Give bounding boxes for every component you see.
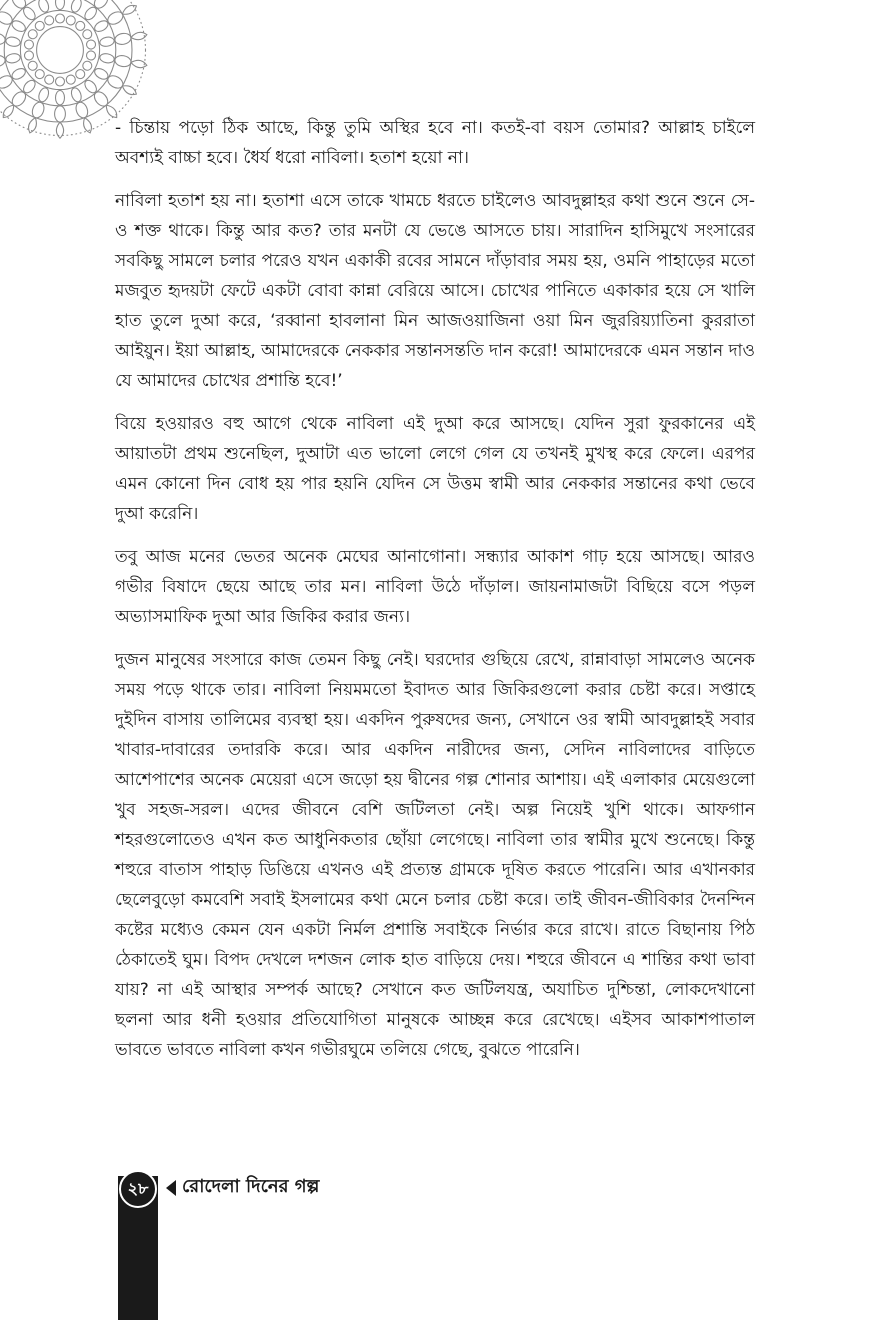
paragraph-1: - চিন্তায় পড়ো ঠিক আছে, কিন্তু তুমি অস্থির হবে না। কতই-বা বয়স তোমার? আল্লাহ চাইলে অবশ্যই বাচ্চা হবে। ধৈর্য ধরো নাবিলা। হতাশ হয়ো না।	[115, 118, 755, 168]
page-number: ২৮	[119, 1170, 157, 1208]
book-title: রোদেলা দিনের গল্প	[182, 1176, 320, 1197]
paragraph-2: নাবিলা হতাশ হয় না। হতাশা এসে তাকে খামচে ধরতে চাইলেও আবদুল্লাহর কথা শুনে শুনে সে-ও শক্ত থাকে। কিন্তু আর কত? তার মনটা যে ভেঙে আসতে চায়। সারাদিন হাসিমুখে সংসারের সবকিছু সামলে চলার পরেও যখন একাকী রবের সামনে দাঁড়াবার সময় হয়, ওমনি পাহাড়ের মতো মজবুত হৃদয়টা ফেটে একটা বোবা কান্না বেরিয়ে আসে। চোখের পানিতে একাকার হয়ে সে খালি হাত তুলে দুআ করে, ‘রব্বানা হাবলানা মিন আজওয়াজিনা ওয়া মিন জুররিয়্যাতিনা কুররাতা আইয়ুন। ইয়া আল্লাহ, আমাদেরকে নেককার সন্তানসন্ততি দান করো! আমাদেরকে এমন সন্তান দাও যে আমাদের চোখের প্রশান্তি হবে!’	[115, 191, 755, 391]
triangle-marker-icon	[166, 1180, 176, 1196]
paragraph-3: বিয়ে হওয়ারও বহু আগে থেকে নাবিলা এই দুআ করে আসছে। যেদিন সুরা ফুরকানের এই আয়াতটা প্রথম শুনেছিল, দুআটা এত ভালো লেগে গেল যে তখনই মুখস্থ করে ফেলে। এরপর এমন কোনো দিন বোধ হয় পার হয়নি যেদিন সে উত্তম স্বামী আর নেককার সন্তানের কথা ভেবে দুআ করেনি।	[115, 414, 755, 524]
body-text	[115, 113, 755, 1078]
paragraph-4: তবু আজ মনের ভেতর অনেক মেঘের আনাগোনা। সন্ধ্যার আকাশ গাঢ় হয়ে আসছে। আরও গভীর বিষাদে ছেয়ে আছে তার মন। নাবিলা উঠে দাঁড়াল। জায়নামাজটা বিছিয়ে বসে পড়ল অভ্যাসমাফিক দুআ আর জিকির করার জন্য।	[115, 547, 755, 627]
paragraph-5: দুজন মানুষের সংসারে কাজ তেমন কিছু নেই। ঘরদোর গুছিয়ে রেখে, রান্নাবাড়া সামলেও অনেক সময় পড়ে থাকে তার। নাবিলা নিয়মমতো ইবাদত আর জিকিরগুলো করার চেষ্টা করে। সপ্তাহে দুইদিন বাসায় তালিমের ব্যবস্থা হয়। একদিন পুরুষদের জন্য, সেখানে ওর স্বামী আবদুল্লাহই সবার খাবার-দাবারের তদারকি করে। আর একদিন নারীদের জন্য, সেদিন নাবিলাদের বাড়িতে আশেপাশের অনেক মেয়েরা এসে জড়ো হয় দ্বীনের গল্প শোনার আশায়। এই এলাকার মেয়েগুলো খুব সহজ-সরল। এদের জীবনে বেশি জটিলতা নেই। অল্প নিয়েই খুশি থাকে। আফগান শহরগুলোতেও এখন কত আধুনিকতার ছোঁয়া লেগেছে। নাবিলা তার স্বামীর মুখে শুনেছে। কিন্তু শহুরে বাতাস পাহাড় ডিঙিয়ে এখনও এই প্রত্যন্ত গ্রামকে দূষিত করতে পারেনি। আর এখানকার ছেলেবুড়ো কমবেশি সবাই ইসলামের কথা মেনে চলার চেষ্টা করে। তাই জীবন-জীবিকার দৈনন্দিন কষ্টের মধ্যেও কেমন যেন একটা নির্মল প্রশান্তি সবাইকে নির্ভার করে রাখে। রাতে বিছানায় পিঠ ঠেকাতেই ঘুম। বিপদ দেখলে দশজন লোক হাত বাড়িয়ে দেয়। শহুরে জীবনে এ শান্তির কথা ভাবা যায়? না এই আস্থার সম্পর্ক আছে? সেখানে কত জটিলযন্ত্র, অযাচিত দুশ্চিন্তা, লোকদেখানো ছলনা আর ধনী হওয়ার প্রতিযোগিতা মানুষকে আচ্ছন্ন করে রেখেছে। এইসব আকাশপাতাল ভাবতে ভাবতে নাবিলা কখন গভীরঘুমে তলিয়ে গেছে, বুঝতে পারেনি।	[115, 650, 755, 1060]
